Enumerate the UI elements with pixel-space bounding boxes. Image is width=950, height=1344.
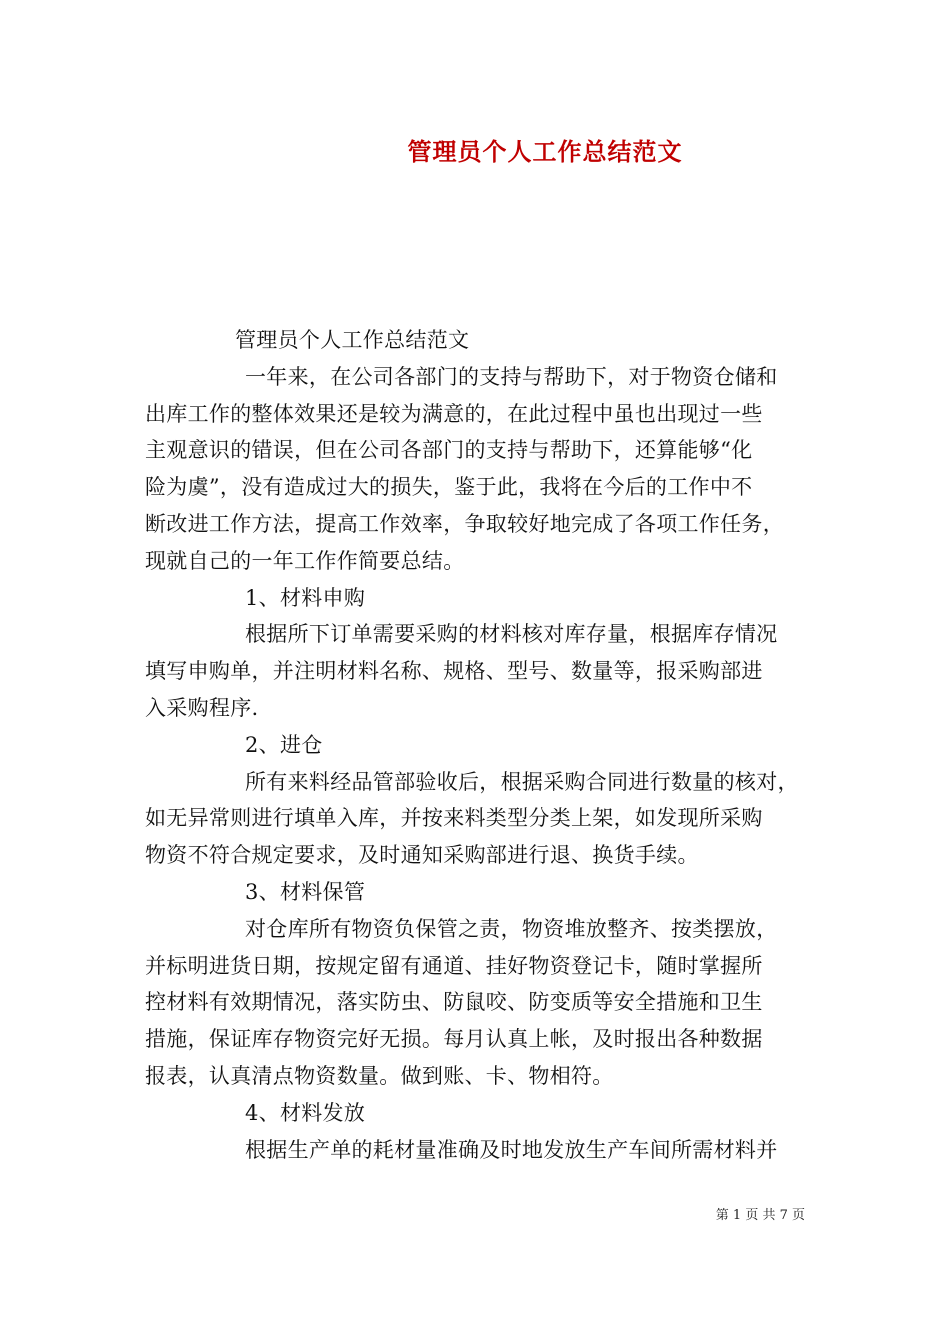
- body-line: 报表，认真清点物资数量。做到账、卡、物相符。: [145, 1063, 614, 1088]
- document-body: [145, 322, 807, 1168]
- body-line: 现就自己的一年工作作简要总结。: [145, 548, 465, 573]
- section-heading: 2、进仓: [245, 732, 323, 757]
- document-title: 管理员个人工作总结范文: [407, 137, 683, 166]
- body-line: 所有来料经品管部验收后，根据采购合同进行数量的核对，: [245, 769, 799, 794]
- body-line: 并标明进货日期，按规定留有通道、挂好物资登记卡，随时掌握所: [145, 953, 763, 978]
- body-line: 根据生产单的耗材量准确及时地发放生产车间所需材料并: [245, 1137, 778, 1162]
- body-line: 控材料有效期情况，落实防虫、防鼠咬、防变质等安全措施和卫生: [145, 990, 763, 1015]
- body-line: 一年来，在公司各部门的支持与帮助下，对于物资仓储和: [245, 364, 778, 389]
- body-line: 填写申购单，并注明材料名称、规格、型号、数量等，报采购部进: [145, 659, 763, 684]
- body-line: 断改进工作方法，提高工作效率，争取较好地完成了各项工作任务，: [145, 511, 784, 536]
- body-line: 根据所下订单需要采购的材料核对库存量，根据库存情况: [245, 622, 778, 647]
- body-line: 对仓库所有物资负保管之责，物资堆放整齐、按类摆放，: [245, 916, 778, 941]
- body-line: 入采购程序.: [145, 695, 259, 720]
- body-line: 物资不符合规定要求，及时通知采购部进行退、换货手续。: [145, 843, 699, 868]
- body-line: 出库工作的整体效果还是较为满意的，在此过程中虽也出现过一些: [145, 401, 763, 426]
- body-line: 险为虞”，没有造成过大的损失，鉴于此，我将在今后的工作中不: [145, 475, 753, 500]
- body-line: 主观意识的错误，但在公司各部门的支持与帮助下，还算能够“化: [145, 438, 753, 463]
- section-heading: 1、材料申购: [245, 585, 366, 610]
- body-line: 管理员个人工作总结范文: [235, 328, 470, 352]
- section-heading: 4、材料发放: [245, 1100, 366, 1125]
- page-number-footer: 第 1 页 共 7 页: [715, 1208, 805, 1223]
- section-heading: 3、材料保管: [245, 879, 366, 904]
- body-line: 如无异常则进行填单入库，并按来料类型分类上架，如发现所采购: [145, 806, 763, 831]
- body-line: 措施，保证库存物资完好无损。每月认真上帐，及时报出各种数据: [145, 1027, 763, 1052]
